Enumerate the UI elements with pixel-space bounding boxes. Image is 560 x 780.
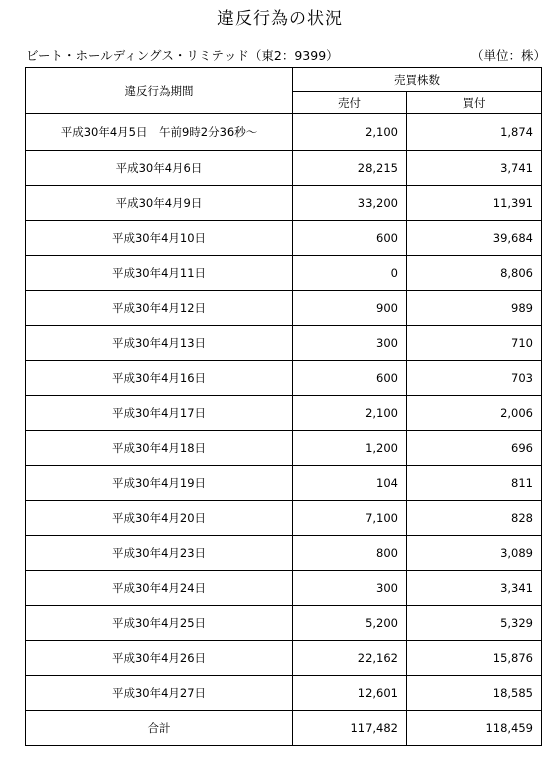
table-row [26,501,542,536]
row-sell: 300 [293,326,407,361]
row-buy: 811 [407,466,542,501]
row-buy: 5,329 [407,606,542,641]
row-period: 平成30年4月10日 [26,221,293,256]
row-sell: 28,215 [293,151,407,186]
row-sell: 5,200 [293,606,407,641]
row-buy: 3,089 [407,536,542,571]
row-buy: 11,391 [407,186,542,221]
row-period: 平成30年4月23日 [26,536,293,571]
violation-table [25,67,542,746]
company-name: ビート・ホールディングス・リミテッド（東2：9399） [26,48,339,63]
row-period: 平成30年4月11日 [26,256,293,291]
page-title: 違反行為の状況 [217,9,343,29]
row-buy: 39,684 [407,221,542,256]
row-buy: 2,006 [407,396,542,431]
total-label: 合計 [26,711,293,746]
row-sell: 600 [293,221,407,256]
header-period: 違反行為期間 [26,68,293,114]
table-row [26,114,542,151]
row-period: 平成30年4月18日 [26,431,293,466]
row-period: 平成30年4月13日 [26,326,293,361]
row-period: 平成30年4月12日 [26,291,293,326]
table-row [26,431,542,466]
row-period: 平成30年4月5日 午前9時2分36秒～ [26,114,293,151]
row-sell: 2,100 [293,396,407,431]
row-sell: 0 [293,256,407,291]
row-sell: 600 [293,361,407,396]
row-period: 平成30年4月19日 [26,466,293,501]
row-period: 平成30年4月26日 [26,641,293,676]
row-sell: 7,100 [293,501,407,536]
table-row [26,256,542,291]
row-buy: 8,806 [407,256,542,291]
row-sell: 12,601 [293,676,407,711]
row-sell: 300 [293,571,407,606]
row-sell: 1,200 [293,431,407,466]
row-sell: 800 [293,536,407,571]
row-period: 平成30年4月17日 [26,396,293,431]
header-shares: 売買株数 [293,68,542,92]
row-buy: 828 [407,501,542,536]
table-row [26,676,542,711]
row-period: 平成30年4月6日 [26,151,293,186]
row-period: 平成30年4月24日 [26,571,293,606]
row-sell: 2,100 [293,114,407,151]
header-sell: 売付 [293,92,407,114]
table-row [26,221,542,256]
row-period: 平成30年4月25日 [26,606,293,641]
row-period: 平成30年4月27日 [26,676,293,711]
row-period: 平成30年4月20日 [26,501,293,536]
table-row [26,291,542,326]
row-buy: 15,876 [407,641,542,676]
row-period: 平成30年4月16日 [26,361,293,396]
table-row [26,536,542,571]
table-row [26,361,542,396]
table-body [26,114,542,711]
row-buy: 703 [407,361,542,396]
table-row [26,641,542,676]
table-row [26,186,542,221]
unit-label: （単位：株） [470,48,546,63]
table-row [26,151,542,186]
row-period: 平成30年4月9日 [26,186,293,221]
row-sell: 900 [293,291,407,326]
row-sell: 22,162 [293,641,407,676]
total-sell: 117,482 [293,711,407,746]
total-row [26,711,542,746]
row-buy: 3,741 [407,151,542,186]
table-row [26,606,542,641]
table-row [26,571,542,606]
table-row [26,326,542,361]
table-row [26,466,542,501]
table-row [26,396,542,431]
row-buy: 710 [407,326,542,361]
row-buy: 18,585 [407,676,542,711]
total-buy: 118,459 [407,711,542,746]
row-sell: 33,200 [293,186,407,221]
row-buy: 989 [407,291,542,326]
row-sell: 104 [293,466,407,501]
row-buy: 696 [407,431,542,466]
row-buy: 1,874 [407,114,542,151]
row-buy: 3,341 [407,571,542,606]
header-buy: 買付 [407,92,542,114]
